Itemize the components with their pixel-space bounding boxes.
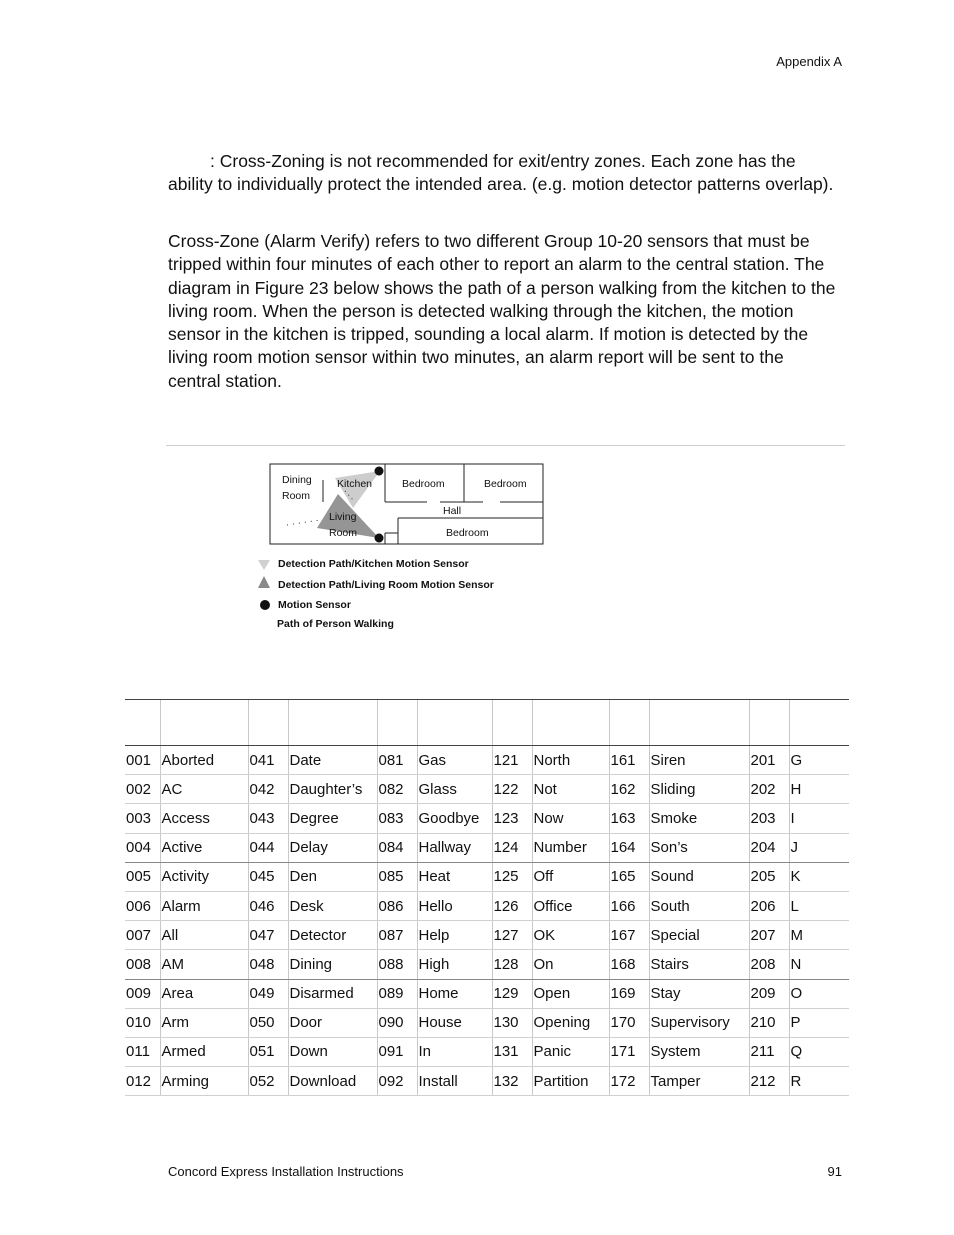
- word-text: Detector: [288, 921, 377, 950]
- word-code: 012: [125, 1067, 160, 1096]
- word-code: 005: [125, 862, 160, 891]
- table-row: [125, 775, 849, 804]
- word-text: H: [789, 775, 849, 804]
- word-text: R: [789, 1067, 849, 1096]
- word-text: M: [789, 921, 849, 950]
- word-text: Hallway: [417, 833, 492, 862]
- word-code: 164: [609, 833, 649, 862]
- word-text: Desk: [288, 891, 377, 920]
- divider: [166, 445, 845, 446]
- word-text: Sound: [649, 862, 749, 891]
- word-code: 123: [492, 804, 532, 833]
- word-text: Son’s: [649, 833, 749, 862]
- word-text: Sliding: [649, 775, 749, 804]
- table-row: [125, 746, 849, 775]
- footer-title: Concord Express Installation Instructions: [168, 1164, 404, 1179]
- word-text: J: [789, 833, 849, 862]
- word-text: Degree: [288, 804, 377, 833]
- word-text: In: [417, 1037, 492, 1066]
- word-code: 202: [749, 775, 789, 804]
- word-code: 127: [492, 921, 532, 950]
- word-code: 092: [377, 1067, 417, 1096]
- table-row: [125, 1067, 849, 1096]
- word-code: 208: [749, 950, 789, 979]
- word-text: All: [160, 921, 248, 950]
- word-code: 165: [609, 862, 649, 891]
- page-number: 91: [827, 1164, 842, 1179]
- word-text: Now: [532, 804, 609, 833]
- word-code: 008: [125, 950, 160, 979]
- word-text: Date: [288, 746, 377, 775]
- word-text: Activity: [160, 862, 248, 891]
- word-code: 042: [248, 775, 288, 804]
- word-code: 122: [492, 775, 532, 804]
- word-code: 163: [609, 804, 649, 833]
- label-hall: Hall: [443, 505, 462, 517]
- word-code: 052: [248, 1067, 288, 1096]
- table-row: [125, 1008, 849, 1037]
- living-motion-sensor-icon: [375, 534, 384, 543]
- word-code: 168: [609, 950, 649, 979]
- word-code: 172: [609, 1067, 649, 1096]
- word-code: 002: [125, 775, 160, 804]
- word-text: Arm: [160, 1008, 248, 1037]
- word-code: 091: [377, 1037, 417, 1066]
- word-text: I: [789, 804, 849, 833]
- table-row: [125, 862, 849, 891]
- word-text: Door: [288, 1008, 377, 1037]
- word-text: Office: [532, 891, 609, 920]
- word-text: Disarmed: [288, 979, 377, 1008]
- word-code: 132: [492, 1067, 532, 1096]
- word-text: South: [649, 891, 749, 920]
- word-code: 003: [125, 804, 160, 833]
- word-text: System: [649, 1037, 749, 1066]
- word-code: 166: [609, 891, 649, 920]
- word-code: 170: [609, 1008, 649, 1037]
- word-text: Open: [532, 979, 609, 1008]
- word-text: G: [789, 746, 849, 775]
- cross-zoning-note: : Cross-Zoning is not recommended for exit/entry zones. Each zone has the ability to individually protect the intended area. (e.g. motion detector patterns overlap).: [168, 151, 834, 195]
- cross-zone-description: Cross-Zone (Alarm Verify) refers to two different Group 10-20 sensors that must be tripped within four minutes of each other to report an alarm to the central station. The diagram in Figure 23 below shows the path of a person walking from the kitchen to the living room. When the person is detected walking through the kitchen, the motion sensor in the kitchen is tripped, sounding a local alarm. If motion is detected by the living room motion sensor within two minutes, an alarm report will be sent to the central station.: [168, 231, 836, 391]
- word-code: 204: [749, 833, 789, 862]
- word-text: Down: [288, 1037, 377, 1066]
- table-row: [125, 891, 849, 920]
- motion-sensor-legend-icon: [260, 600, 270, 610]
- word-code: 007: [125, 921, 160, 950]
- word-code: 046: [248, 891, 288, 920]
- word-text: Tamper: [649, 1067, 749, 1096]
- word-text: Number: [532, 833, 609, 862]
- word-text: Dining: [288, 950, 377, 979]
- word-text: Aborted: [160, 746, 248, 775]
- word-text: Active: [160, 833, 248, 862]
- word-text: Arming: [160, 1067, 248, 1096]
- word-code: 044: [248, 833, 288, 862]
- word-code: 212: [749, 1067, 789, 1096]
- legend-living-path: Detection Path/Living Room Motion Sensor: [278, 579, 494, 591]
- label-living-room: Room: [329, 527, 358, 539]
- word-text: Area: [160, 979, 248, 1008]
- cross-zone-diagram: [255, 458, 555, 638]
- kitchen-motion-sensor-icon: [375, 467, 384, 476]
- table-row: [125, 833, 849, 862]
- word-code: 010: [125, 1008, 160, 1037]
- word-code: 043: [248, 804, 288, 833]
- legend-motion-sensor: Motion Sensor: [278, 599, 351, 611]
- word-code: 125: [492, 862, 532, 891]
- word-text: Panic: [532, 1037, 609, 1066]
- word-text: Q: [789, 1037, 849, 1066]
- word-code: 171: [609, 1037, 649, 1066]
- word-code: 006: [125, 891, 160, 920]
- word-code: 090: [377, 1008, 417, 1037]
- word-text: Smoke: [649, 804, 749, 833]
- word-code: 001: [125, 746, 160, 775]
- word-code: 201: [749, 746, 789, 775]
- table-row: [125, 1037, 849, 1066]
- word-text: Help: [417, 921, 492, 950]
- word-text: Glass: [417, 775, 492, 804]
- label-bedroom-2: Bedroom: [484, 478, 527, 490]
- word-code: 169: [609, 979, 649, 1008]
- legend-walking-path: Path of Person Walking: [277, 618, 394, 630]
- word-code: 128: [492, 950, 532, 979]
- word-text: AC: [160, 775, 248, 804]
- word-code: 050: [248, 1008, 288, 1037]
- word-code: 085: [377, 862, 417, 891]
- word-text: Siren: [649, 746, 749, 775]
- word-text: Download: [288, 1067, 377, 1096]
- word-code: 004: [125, 833, 160, 862]
- label-bedroom-3: Bedroom: [446, 527, 489, 539]
- word-code: 084: [377, 833, 417, 862]
- word-text: Den: [288, 862, 377, 891]
- label-bedroom-1: Bedroom: [402, 478, 445, 490]
- word-text: L: [789, 891, 849, 920]
- word-text: Partition: [532, 1067, 609, 1096]
- word-text: Install: [417, 1067, 492, 1096]
- word-code: 083: [377, 804, 417, 833]
- label-dining-room: Room: [282, 490, 311, 502]
- word-text: Not: [532, 775, 609, 804]
- word-text: Home: [417, 979, 492, 1008]
- vocabulary-table: [125, 699, 849, 1096]
- word-code: 129: [492, 979, 532, 1008]
- word-code: 081: [377, 746, 417, 775]
- word-text: Hello: [417, 891, 492, 920]
- word-text: Special: [649, 921, 749, 950]
- label-dining: Dining: [282, 474, 312, 486]
- section-header: Appendix A: [776, 54, 842, 69]
- word-code: 211: [749, 1037, 789, 1066]
- word-code: 206: [749, 891, 789, 920]
- table-row: [125, 950, 849, 979]
- word-text: Gas: [417, 746, 492, 775]
- table-row: [125, 979, 849, 1008]
- word-code: 082: [377, 775, 417, 804]
- word-code: 051: [248, 1037, 288, 1066]
- word-code: 162: [609, 775, 649, 804]
- word-text: OK: [532, 921, 609, 950]
- word-text: Heat: [417, 862, 492, 891]
- word-code: 126: [492, 891, 532, 920]
- word-code: 088: [377, 950, 417, 979]
- word-code: 130: [492, 1008, 532, 1037]
- word-text: North: [532, 746, 609, 775]
- word-code: 048: [248, 950, 288, 979]
- word-code: 089: [377, 979, 417, 1008]
- table-row: [125, 921, 849, 950]
- word-text: Delay: [288, 833, 377, 862]
- table-row: [125, 804, 849, 833]
- word-text: AM: [160, 950, 248, 979]
- word-text: N: [789, 950, 849, 979]
- word-code: 203: [749, 804, 789, 833]
- word-code: 161: [609, 746, 649, 775]
- word-code: 121: [492, 746, 532, 775]
- word-code: 087: [377, 921, 417, 950]
- word-code: 047: [248, 921, 288, 950]
- word-text: K: [789, 862, 849, 891]
- word-code: 041: [248, 746, 288, 775]
- word-code: 205: [749, 862, 789, 891]
- word-code: 049: [248, 979, 288, 1008]
- word-text: Daughter’s: [288, 775, 377, 804]
- kitchen-path-legend-icon: [258, 560, 270, 570]
- word-code: 011: [125, 1037, 160, 1066]
- word-text: P: [789, 1008, 849, 1037]
- living-path-legend-icon: [258, 576, 270, 588]
- word-text: On: [532, 950, 609, 979]
- word-text: O: [789, 979, 849, 1008]
- word-text: Supervisory: [649, 1008, 749, 1037]
- label-kitchen: Kitchen: [337, 478, 373, 490]
- word-text: Opening: [532, 1008, 609, 1037]
- word-code: 131: [492, 1037, 532, 1066]
- word-code: 086: [377, 891, 417, 920]
- word-text: Alarm: [160, 891, 248, 920]
- word-code: 207: [749, 921, 789, 950]
- legend-kitchen-path: Detection Path/Kitchen Motion Sensor: [278, 558, 469, 570]
- word-code: 124: [492, 833, 532, 862]
- word-code: 045: [248, 862, 288, 891]
- word-text: Goodbye: [417, 804, 492, 833]
- word-text: Access: [160, 804, 248, 833]
- word-code: 009: [125, 979, 160, 1008]
- word-text: Off: [532, 862, 609, 891]
- word-code: 210: [749, 1008, 789, 1037]
- word-text: House: [417, 1008, 492, 1037]
- word-code: 209: [749, 979, 789, 1008]
- word-code: 167: [609, 921, 649, 950]
- table-header-row: [125, 700, 849, 746]
- word-text: Stairs: [649, 950, 749, 979]
- label-living: Living: [329, 511, 357, 523]
- word-text: Armed: [160, 1037, 248, 1066]
- word-text: High: [417, 950, 492, 979]
- word-text: Stay: [649, 979, 749, 1008]
